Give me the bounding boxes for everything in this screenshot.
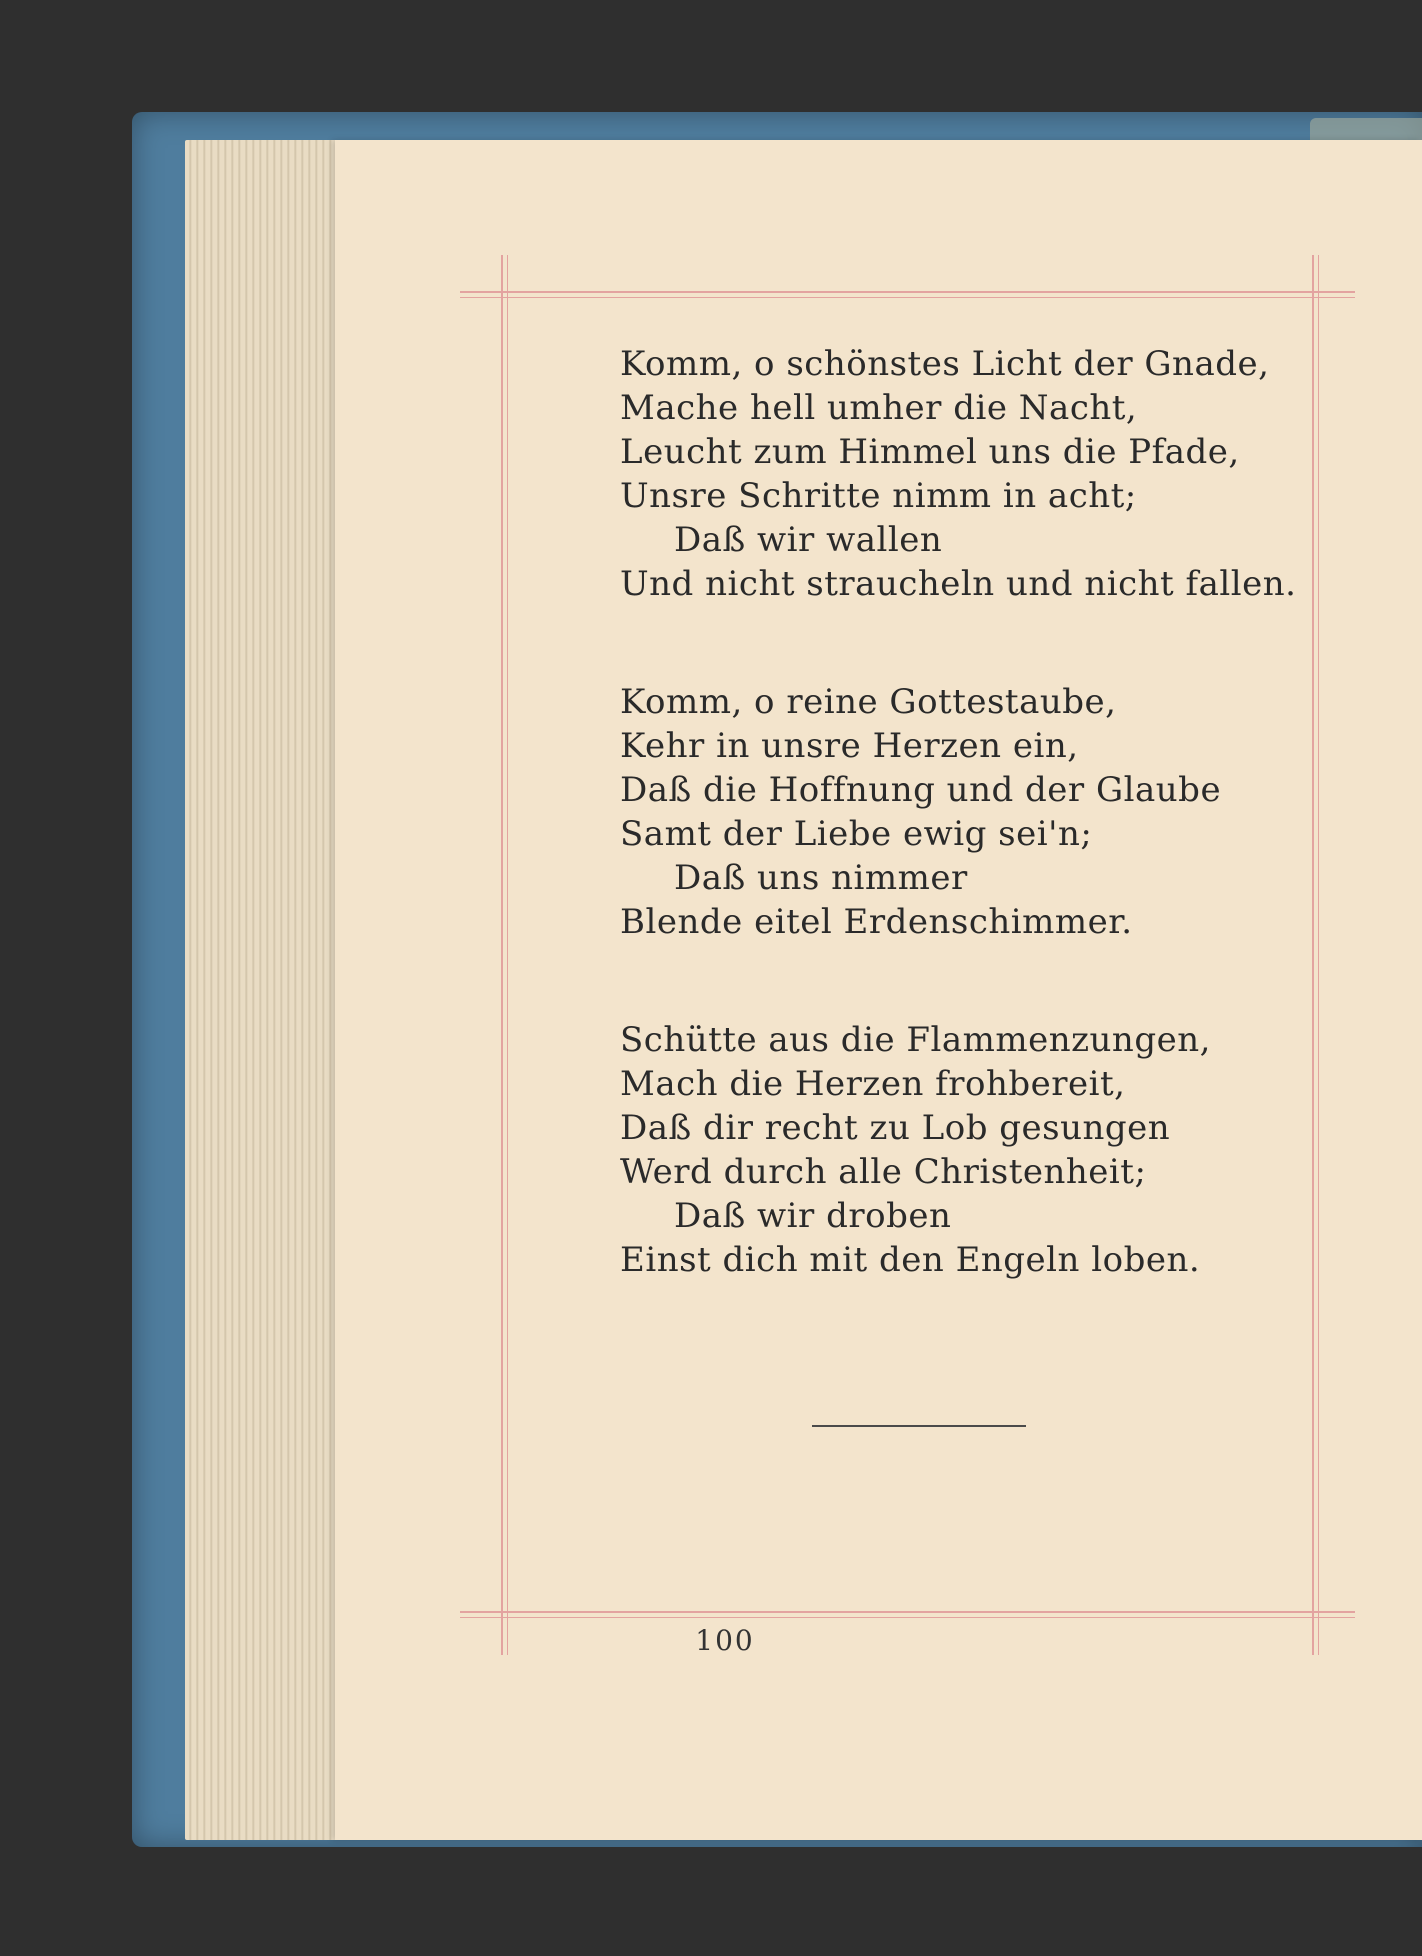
verse-line: Daß dir recht zu Lob gesungen [620, 1108, 1171, 1148]
stanza [620, 342, 1340, 606]
verse-line: Samt der Liebe ewig sei'n; [620, 814, 1093, 854]
verse-line: Daß uns nimmer [674, 858, 968, 898]
verse-line: Komm, o reine Gottestaube, [620, 682, 1117, 722]
verse-line: Und nicht straucheln und nicht fallen. [620, 564, 1297, 604]
verse-line: Daß die Hoffnung und der Glaube [620, 770, 1222, 810]
stanza [620, 1018, 1340, 1282]
frame-left-line [501, 255, 503, 1655]
page-edges [185, 140, 345, 1840]
verse-line: Komm, o schönstes Licht der Gnade, [620, 344, 1270, 384]
verse-line: Mache hell umher die Nacht, [620, 388, 1138, 428]
page-number: 100 [695, 1624, 755, 1657]
verse-line: Einst dich mit den Engeln loben. [620, 1240, 1201, 1280]
frame-bottom-line [460, 1611, 1355, 1613]
verse-line: Blende eitel Erdenschimmer. [620, 902, 1133, 942]
verse-line: Werd durch alle Christenheit; [620, 1152, 1147, 1192]
stanza [620, 680, 1340, 944]
verse-line: Kehr in unsre Herzen ein, [620, 726, 1079, 766]
verse-line: Daß wir wallen [674, 520, 943, 560]
poem [620, 342, 1340, 1356]
verse-line: Leucht zum Himmel uns die Pfade, [620, 432, 1240, 472]
frame-left-line-inner [507, 255, 508, 1655]
verse-line: Daß wir droben [674, 1196, 952, 1236]
section-separator [812, 1425, 1026, 1427]
frame-top-line [460, 291, 1355, 293]
verse-line: Schütte aus die Flammenzungen, [620, 1020, 1211, 1060]
frame-top-line-inner [460, 297, 1355, 298]
verse-line: Mach die Herzen frohbereit, [620, 1064, 1126, 1104]
verse-line: Unsre Schritte nimm in acht; [620, 476, 1137, 516]
frame-bottom-line-inner [460, 1617, 1355, 1618]
